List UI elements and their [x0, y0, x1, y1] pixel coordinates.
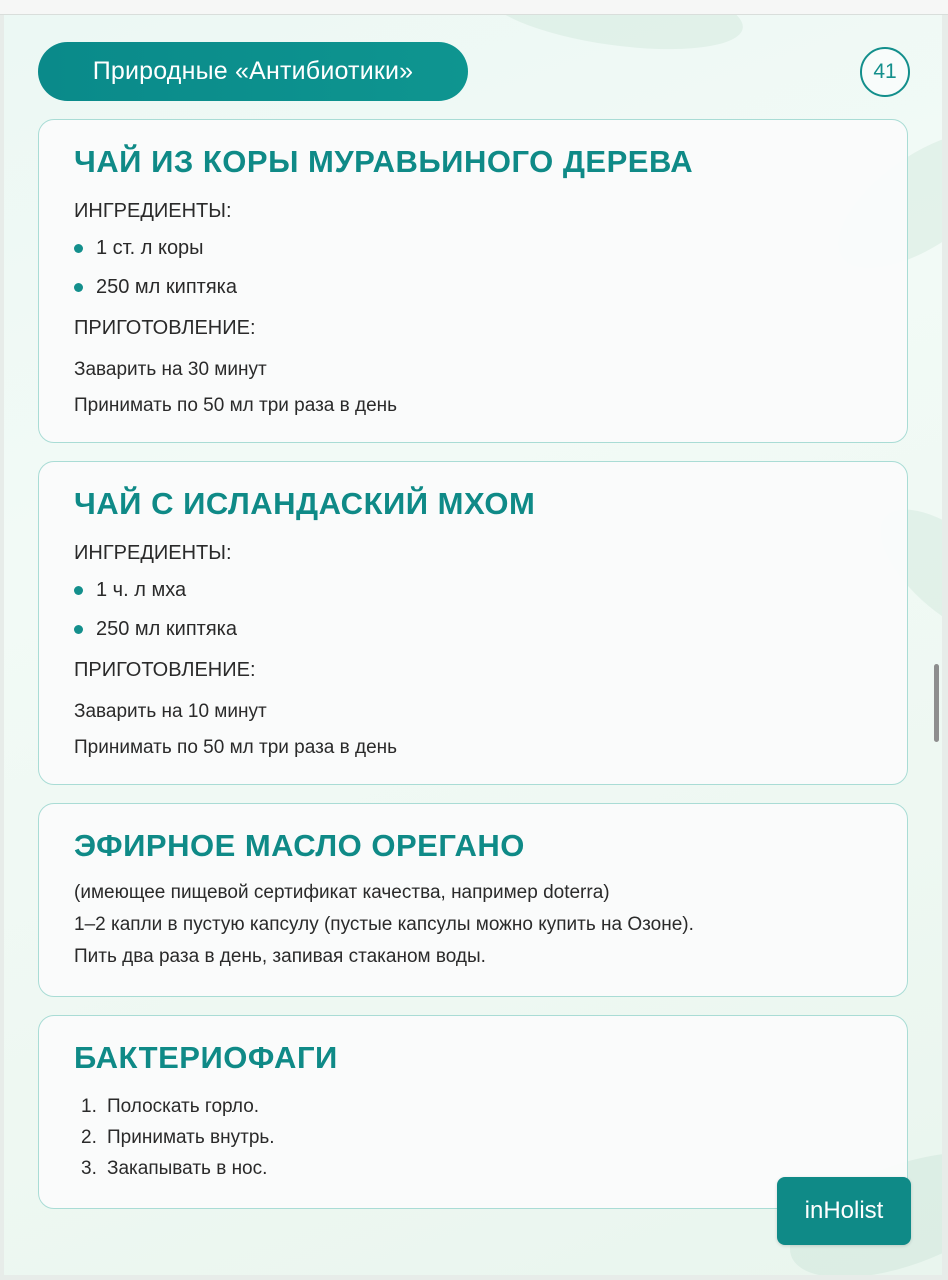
preparation-line: Заварить на 30 минут	[74, 359, 267, 380]
ingredients-label: ИНГРЕДИЕНТЫ:	[74, 542, 232, 564]
step-text: Полоскать горло.	[107, 1096, 260, 1117]
page-number-badge: 41	[860, 47, 910, 97]
scrollbar-thumb[interactable]	[934, 664, 939, 742]
numbered-step	[81, 1096, 259, 1118]
description-line: (имеющее пищевой сертификат качества, например doterra)	[74, 882, 610, 903]
step-text: Закапывать в нос.	[107, 1158, 268, 1179]
bullet-icon	[74, 625, 83, 634]
description-line: Пить два раза в день, запивая стаканом воды.	[74, 946, 486, 967]
decorative-leaf	[480, 15, 747, 63]
ingredients-label: ИНГРЕДИЕНТЫ:	[74, 200, 232, 222]
numbered-step	[81, 1158, 267, 1180]
card-title: ЧАЙ С ИСЛАНДАСКИЙ МХОМ	[74, 486, 536, 521]
description-line: 1–2 капли в пустую капсулу (пустые капсулы можно купить на Озоне).	[74, 914, 694, 935]
card-title: ЭФИРНОЕ МАСЛО ОРЕГАНО	[74, 828, 525, 863]
preparation-label: ПРИГОТОВЛЕНИЕ:	[74, 659, 256, 681]
document-page	[4, 15, 942, 1275]
top-strip	[0, 0, 948, 15]
recipe-card-oregano-oil	[38, 803, 908, 997]
preparation-line: Принимать по 50 мл три раза в день	[74, 737, 398, 758]
step-number: 3.	[81, 1158, 97, 1179]
ingredient-text: 1 ч. л мха	[96, 579, 187, 601]
bullet-icon	[74, 244, 83, 253]
section-title: Природные «Антибиотики»	[38, 42, 468, 101]
ingredient-text: 1 ст. л коры	[96, 237, 204, 259]
card-title: ЧАЙ ИЗ КОРЫ МУРАВЬИНОГО ДЕРЕВА	[74, 144, 694, 179]
preparation-line: Заварить на 10 минут	[74, 701, 267, 722]
bullet-icon	[74, 586, 83, 595]
bullet-icon	[74, 283, 83, 292]
ingredient-text: 250 мл киптяка	[96, 618, 237, 640]
recipe-card-ant-tree-tea	[38, 119, 908, 443]
card-title: БАКТЕРИОФАГИ	[74, 1040, 338, 1075]
recipe-card-icelandic-moss-tea	[38, 461, 908, 785]
numbered-step	[81, 1127, 275, 1149]
step-text: Принимать внутрь.	[107, 1127, 275, 1148]
step-number: 2.	[81, 1127, 97, 1148]
preparation-label: ПРИГОТОВЛЕНИЕ:	[74, 317, 256, 339]
ingredient-item	[74, 276, 237, 299]
step-number: 1.	[81, 1096, 97, 1117]
ingredient-item	[74, 618, 237, 641]
ingredient-item	[74, 579, 186, 602]
ingredient-item	[74, 237, 204, 260]
ingredient-text: 250 мл киптяка	[96, 276, 237, 298]
preparation-line: Принимать по 50 мл три раза в день	[74, 395, 398, 416]
brand-logo: inHolist	[777, 1177, 911, 1245]
